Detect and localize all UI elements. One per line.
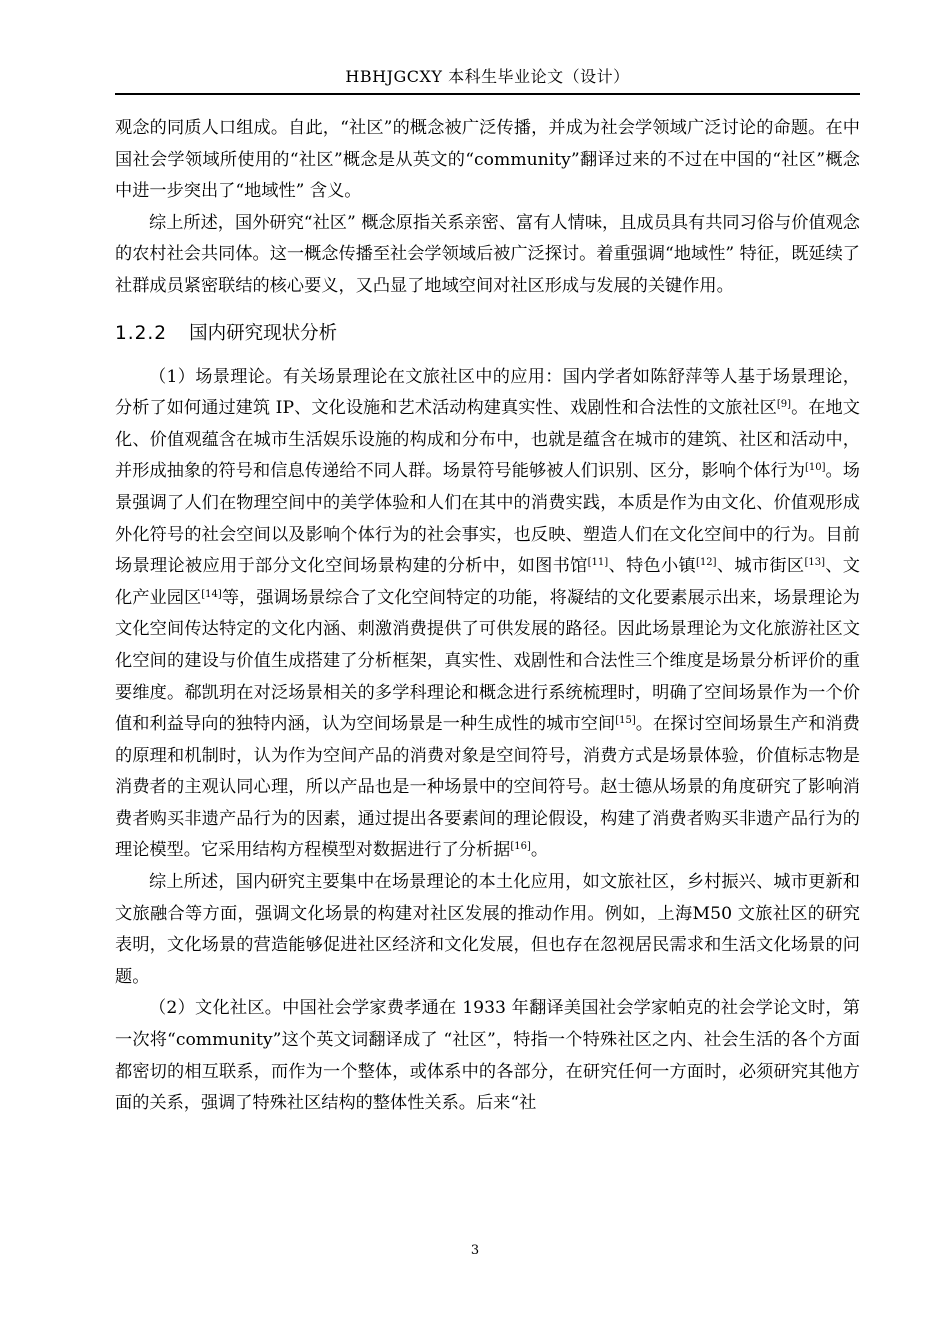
text-run: 。在地文化、价值观蕴含在城市生活娱乐设施的构成和分布中，也就是蕴含在城市的建筑、社区和活动中，并形成抽象的符号和信息传递给不同人群。场景符号能够被人们识别、区分，影响个体行为	[115, 398, 860, 482]
paragraph-scene-theory	[115, 362, 860, 868]
paragraph-continuation: 观念的同质人口组成。自此，“社区”的概念被广泛传播，并成为社会学领域广泛讨论的命题。在中国社会学领域所使用的“社区”概念是从英文的“community”翻译过来的不过在中国的“社区”概念中进一步突出了“地域性” 含义。	[115, 118, 860, 202]
section-title: 国内研究现状分析	[189, 322, 338, 344]
body-text	[115, 113, 860, 1120]
section-heading	[115, 320, 860, 348]
text-run: 、城市街区	[716, 556, 805, 577]
citation-ref: [10]	[804, 462, 826, 474]
text-run: 。在探讨空间场景生产和消费的原理和机制时，认为作为空间产品的消费对象是空间符号，消费方式是场景体验，价值标志物是消费者的主观认同心理，所以产品也是一种场景中的空间符号。赵士德从场景的角度研究了影响消费者购买非遗产品行为的因素，通过提出各要素间的理论假设，构建了消费者购买非遗产品行为的理论模型。它采用结构方程模型对数据进行了分析据	[115, 714, 860, 861]
citation-ref: [12]	[696, 557, 717, 569]
header-divider	[115, 93, 860, 95]
citation-ref: [14]	[201, 588, 222, 600]
text-run: 、文化产业园区	[115, 556, 860, 608]
paragraph-foreign-summary: 综上所述，国外研究“社区” 概念原指关系亲密、富有人情味，且成员具有共同习俗与价值观念的农村社会共同体。这一概念传播至社会学领域后被广泛探讨。着重强调“地域性” 特征，既延续了社群成员紧密联结的核心要义，又凸显了地域空间对社区形成与发展的关键作用。	[115, 212, 860, 296]
text-run: 、特色小镇	[608, 556, 697, 577]
text-run: （1）场景理论。有关场景理论在文旅社区中的应用：国内学者如陈舒萍等人基于场景理论，分析了如何通过建筑 IP、文化设施和艺术活动构建真实性、戏剧性和合法性的文旅社区	[115, 366, 860, 419]
text-run: 等，强调场景综合了文化空间特定的功能，将凝结的文化要素展示出来，场景理论为文化空间传达特定的文化内涵、刺激消费提供了可供发展的路径。因此场景理论为文化旅游社区文化空间的建设与价值生成搭建了分析框架，真实性、戏剧性和合法性三个维度是场景分析评价的重要维度。郗凯玥在对泛场景相关的多学科理论和概念进行系统梳理时，明确了空间场景作为一个价值和利益导向的独特内涵，认为空间场景是一种生成性的城市空间	[115, 587, 860, 735]
section-number: 1.2.2	[115, 322, 168, 344]
running-header: HBHJGCXY 本科生毕业论文（设计）	[345, 67, 630, 86]
citation-ref: [11]	[587, 557, 609, 569]
citation-ref: [9]	[776, 399, 792, 411]
citation-ref: [15]	[615, 715, 636, 727]
paragraph-domestic-summary: 综上所述，国内研究主要集中在场景理论的本土化应用，如文旅社区，乡村振兴、城市更新和文旅融合等方面，强调文化场景的构建对社区发展的推动作用。例如，上海M50 文旅社区的研究表明，文化场景的营造能够促进社区经济和文化发展，但也存在忽视居民需求和生活文化场景的问题。	[115, 872, 860, 987]
text-run: 。场景强调了人们在物理空间中的美学体验和人们在其中的消费实践，本质是作为由文化、价值观形成外化符号的社会空间以及影响个体行为的社会事实，也反映、塑造人们在文化空间中的行为。目前场景理论被应用于部分文化空间场景构建的分析中，如图书馆	[115, 461, 860, 577]
paragraph-cultural-community: （2）文化社区。中国社会学家费孝通在 1933 年翻译美国社会学家帕克的社会学论文时，第一次将“community”这个英文词翻译成了 “社区”，特指一个特殊社区之内、社会生活的各个方面都密切的相互联系，而作为一个整体，或体系中的各部分，在研究任何一方面时，必须研究其他方面的关系，强调了特殊社区结构的整体性关系。后来“社	[115, 998, 860, 1114]
page-number: 3	[470, 1243, 480, 1258]
text-run: 。	[530, 840, 549, 861]
citation-ref: [13]	[804, 557, 825, 569]
citation-ref: [16]	[510, 841, 531, 853]
